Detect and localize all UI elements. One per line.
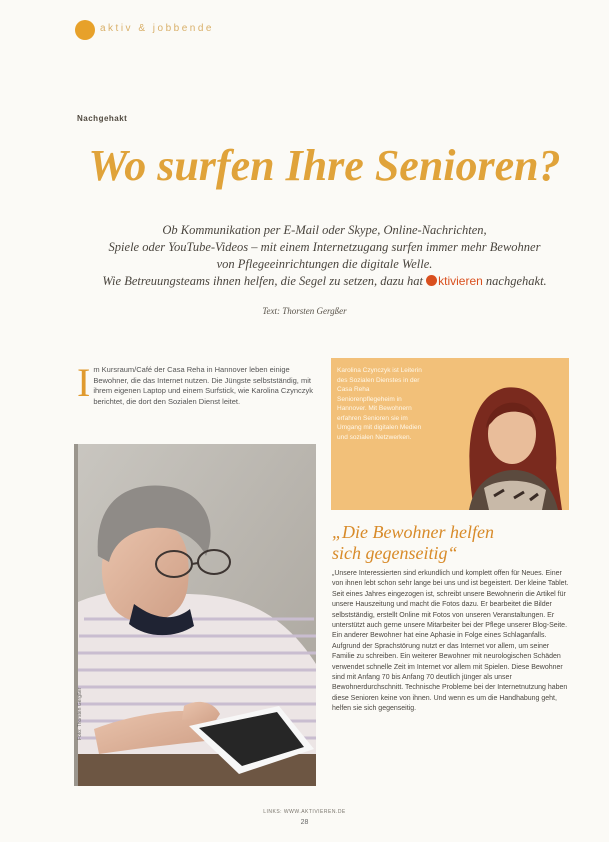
pull-quote-heading xyxy=(332,522,494,564)
brand-name: ktivieren xyxy=(438,274,483,288)
pull-quote-line-1: „Die Bewohner helfen xyxy=(332,522,494,542)
footer-url: LINKS: WWW.AKTIVIEREN.DE xyxy=(263,809,346,815)
section-marker-dot xyxy=(75,20,95,40)
lead-line-4 xyxy=(70,273,579,290)
body-paragraph: „Unsere Interessierten sind erkundlich und komplett offen für Neues. Einer von ihnen lebt schon sehr lange bei uns und ist begeistert. Der kleine Tablet. Seit eines Jahres eingezogen ist, schreibt unsere Bewohnerin die Artikel für unsere Hauszeitung und macht die Fotos dazu. Er bearbeitet die Bilder selbstständig, erstellt Online mit Fotos von unseren Veranstaltungen. Er unterstützt auch gerne unsere Mitarbeiter bei der Pflege unserer Blog-Seite. Ein anderer Bewohner hat eine Aphasie in Folge eines Schlaganfalls. Aufgrund der Sprachstörung nutzt er das Internet vor allem, um seiner Familie zu schreiben. Ein weiterer Bewohner mit neurologischen Schäden verwendet schnelle Zeit im Internet vor allem mit Spielen. Diese Bewohner sind mit Anfang 70 bis Anfang 70 deutlich jünger als unser Bewohnerdurchschnitt. Technische Probleme bei der Internetnutzung haben diese Senioren keine von ihnen. Und wenn es um die Handhabung geht, helfen sie sich gegenseitig. xyxy=(332,570,569,713)
section-label: aktiv & jobbende xyxy=(100,23,214,34)
lead-line-3: von Pflegeeinrichtungen die digitale Welle. xyxy=(216,257,433,271)
lead-line-4-end: nachgehakt. xyxy=(482,274,547,288)
intro-paragraph xyxy=(77,360,317,407)
article-byline: Text: Thorsten Gergßer xyxy=(262,306,347,316)
intro-text: m Kursraum/Café der Casa Reha in Hannover leben einige Bewohner, die das Internet nutzen. Die Jüngste selbstständig, mit ihrem eigenen Laptop und einem Surfstick, wie Karolina Czynczyk berichtet, die dort den Sozialen Dienst leitet. xyxy=(93,365,314,406)
page-number: 28 xyxy=(300,819,309,826)
info-box-text: Karolina Czynczyk ist Leiterin des Sozialen Dienstes in der Casa Reha Seniorenpflegeheim in Hannover. Mit Bewohnern erfahren Senioren sie im Umgang mit digitalen Medien und sozialen Netzwerken. xyxy=(337,367,422,441)
pull-quote-line-2: sich gegenseitig“ xyxy=(332,543,458,563)
lead-line-2: Spiele oder YouTube-Videos – mit einem Internetzugang surfen immer mehr Bewohner xyxy=(108,240,541,254)
portrait-photo xyxy=(434,358,569,510)
article-kicker: Nachgehakt xyxy=(77,114,128,123)
info-box xyxy=(331,358,569,510)
lead-line-1: Ob Kommunikation per E-Mail oder Skype, Online-Nachrichten, xyxy=(162,223,487,237)
article-lead xyxy=(70,222,579,290)
brand-logo-icon xyxy=(426,275,437,286)
article-headline: Wo surfen Ihre Senioren? xyxy=(88,141,561,190)
senior-with-tablet-photo xyxy=(74,444,316,786)
drop-cap: I xyxy=(77,360,91,405)
lead-line-4-start: Wie Betreuungsteams ihnen helfen, die Segel zu setzen, dazu hat xyxy=(102,274,427,288)
photo-credit: Foto: Thorsten Gergßer xyxy=(77,687,83,740)
